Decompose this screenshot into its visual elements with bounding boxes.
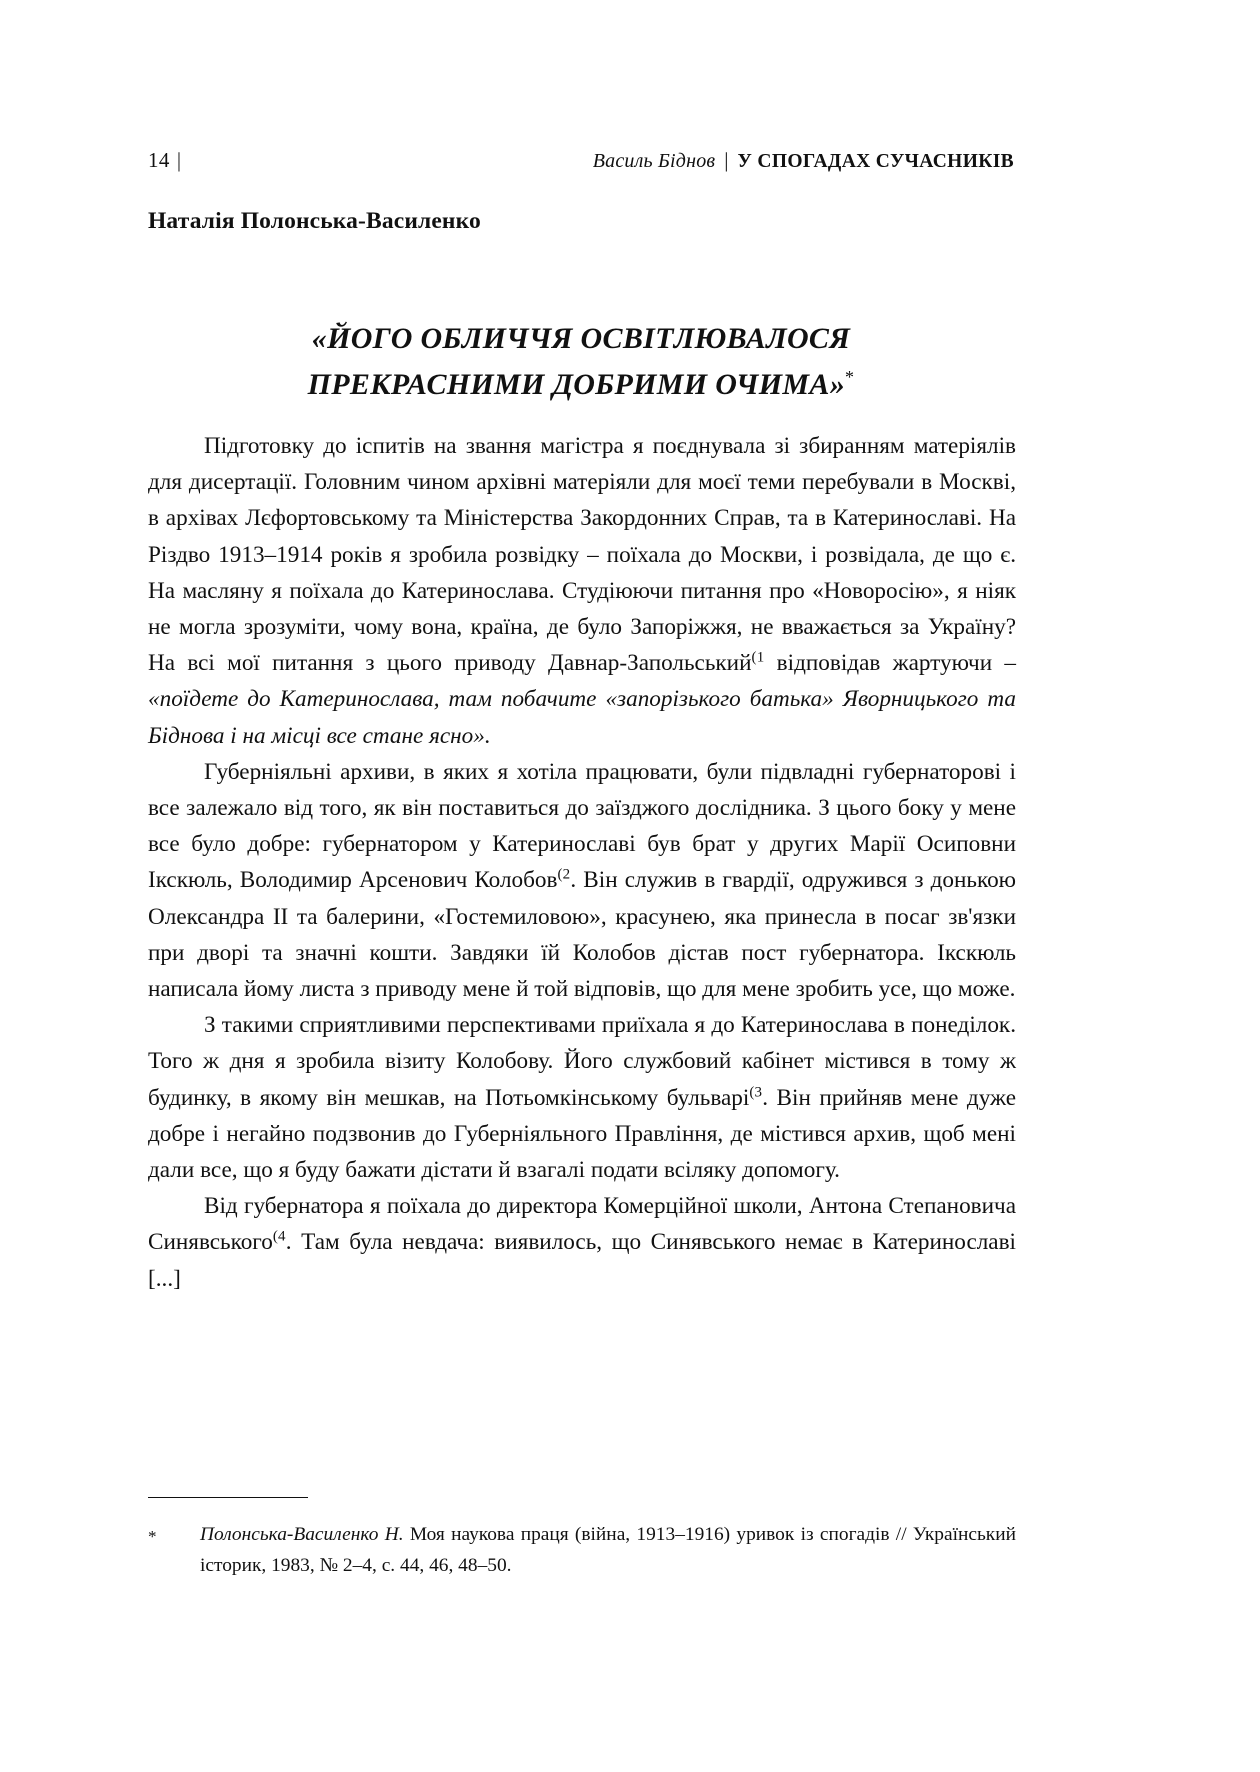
page-number-rule: | — [176, 148, 182, 172]
page-number-value: 14 — [148, 148, 170, 172]
footnote-ref-1: (1 — [751, 649, 765, 666]
running-head-book-title: Василь Біднов — [592, 150, 716, 172]
running-head-right — [593, 150, 1014, 172]
footnote-separator-rule — [148, 1497, 308, 1498]
page-title — [148, 316, 1014, 407]
title-footnote-marker: * — [845, 366, 855, 387]
running-head-separator: | — [724, 148, 729, 172]
footnote-body — [200, 1519, 1016, 1581]
author-byline: Наталія Полонська-Василенко — [148, 208, 481, 234]
footnote-block — [148, 1519, 1016, 1581]
article-title-line-1: «ЙОГО ОБЛИЧЧЯ ОСВІТЛЮВАЛОСЯ — [311, 322, 851, 356]
paragraph-3-text-b: . Він прийняв мене дуже добре і негайно подзвонив до Губерніяльного Правління, де містився архив, щоб мені дали все, що я буду бажати дістати й взагалі подати всіляку допомогу. — [148, 1084, 1017, 1184]
paragraph-4-text-a: Від губернатора я поїхала до директора Комерційної школи, Антона Степановича Синявського — [148, 1193, 1016, 1256]
article-title-line-2: ПРЕКРАСНИМИ ДОБРИМИ ОЧИМА» — [307, 367, 845, 401]
paragraph-2-text-b: . Він служив в гвардії, одружився з донькою Олександра II та балерини, «Гостемиловою», красунею, яка принесла в посаг зв'язки при дворі та значні кошти. Завдяки їй Колобов дістав пост губернатора. Ікскюль написала йому листа з приводу мене й той відповів, що для мене зробить усе, що може. — [148, 867, 1017, 1003]
footnote-source-author: Полонська-Василенко Н. — [200, 1524, 404, 1545]
footnote-item — [148, 1519, 1016, 1581]
running-head — [148, 150, 1014, 172]
paragraph-1-quotation: «поїдете до Катеринослава, там побачите «запорізького батька» Яворницького та Біднова і на місці все стане ясно». — [148, 686, 1016, 749]
footnote-ref-2: (2 — [557, 866, 571, 883]
paragraph-1-text-a: Підготовку до іспитів на звання магістра я поєднувала зі збиранням матеріялів для дисертації. Головним чином архівні матеріяли для моєї теми перебували в Москві, в архівах Лєфортовському та Міністерства Закордонних Справ, та в Катеринославі. На Різдво 1913–1914 років я зробила розвідку – поїхала до Москви, і розвідала, де що є. На масляну я поїхала до Катеринослава. Студіюючи питання про «Новоросію», я ніяк не могла зрозуміти, чому вона, країна, де було Запоріжжя, не вважається за Україну? На всі мої питання з цього приводу Давнар-Запольський — [148, 433, 1016, 677]
footnote-source-citation: Моя наукова праця (війна, 1913–1916) уривок із спогадів // Український історик, 1983, № 2–4, с. 44, 46, 48–50. — [200, 1524, 1016, 1576]
paragraph-2 — [148, 754, 1016, 1007]
paragraph-3-text-a: З такими сприятливими перспективами приїхала я до Катеринослава в понеділок. Того ж дня я зробила візиту Колобову. Його службовий кабінет містився в тому ж будинку, в якому він мешкав, на Потьомкінському бульварі — [148, 1012, 1016, 1111]
paragraph-3 — [148, 1007, 1016, 1188]
page-number — [148, 150, 181, 171]
paragraph-4-text-b: . Там була невдача: виявилось, що Синявського немає в Катеринославі [...] — [148, 1229, 1016, 1292]
running-head-series-title: У СПОГАДАХ СУЧАСНИКІВ — [737, 151, 1014, 172]
footnote-ref-3: (3 — [749, 1083, 763, 1100]
article-body — [148, 428, 1016, 1297]
footnote-marker: * — [148, 1527, 157, 1546]
paragraph-4 — [148, 1188, 1016, 1297]
footnote-ref-4: (4 — [272, 1228, 286, 1245]
paragraph-1-text-b: відповідав жартуючи – — [764, 650, 1016, 677]
paragraph-1 — [148, 428, 1016, 754]
paragraph-2-text-a: Губерніяльні архиви, в яких я хотіла працювати, були підвладні губернаторові і все залежало від того, як він поставиться до заїзджого дослідника. З цього боку у мене все було добре: губернатором у Катеринославі був брат у других Марії Осиповни Ікскюль, Володимир Арсенович Колобов — [148, 758, 1016, 894]
